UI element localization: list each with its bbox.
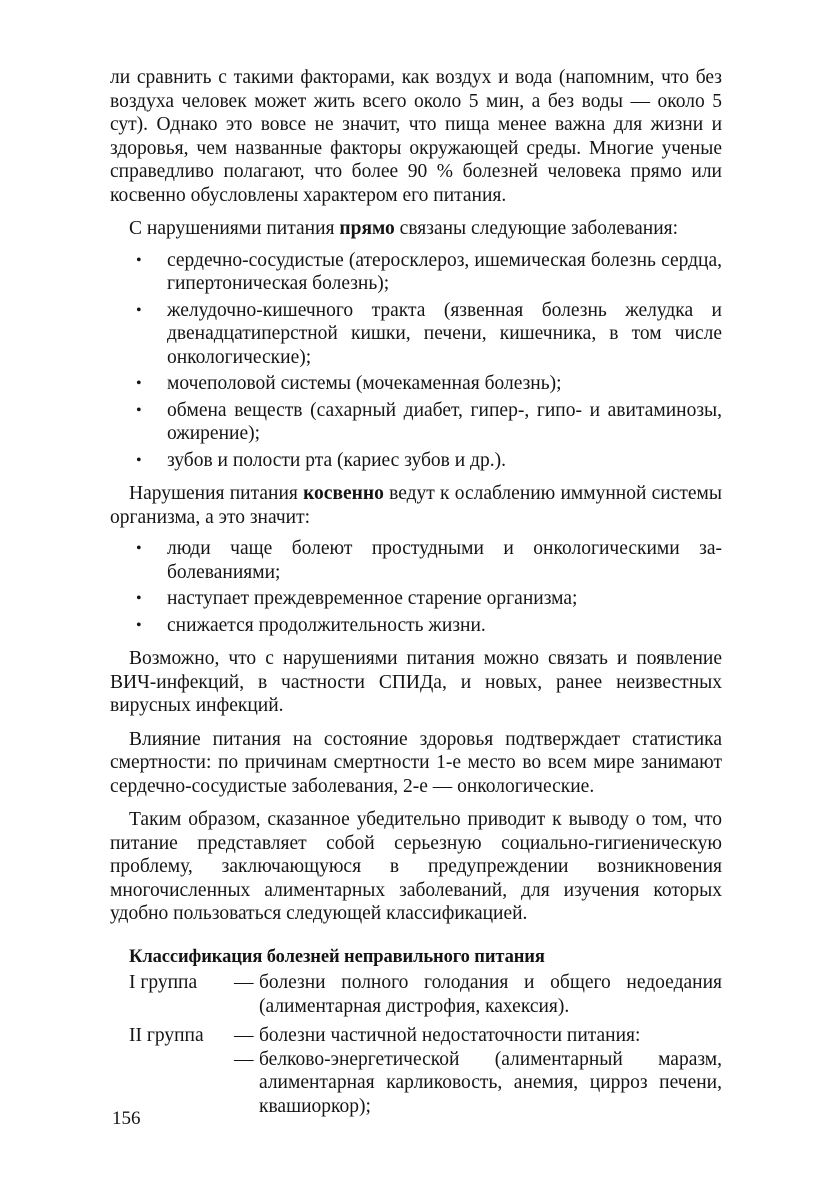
paragraph-intro: ли сравнить с такими факторами, как воздух и вода (напомним, что без воздуха человек может жить всего около 5 мин, а без воды — около 5 сут). Однако это вовсе не значит, что пища менее важна для жизни и здоровья, чем названные факторы окружающей среды. Многие ученые справедливо полагают, что более 90 % болезней человека прямо или косвенно обусловлены характером его питания. [110, 67, 722, 206]
list-item: • люди чаще болеют простудными и онкологическими заболеваниями; [136, 538, 722, 583]
list-item: • зубов и полости рта (кариес зубов и др.). [136, 449, 506, 471]
dash-icon: — [234, 1025, 254, 1046]
classification-group-2 [110, 1024, 722, 1118]
list-item: • обмена веществ (сахарный диабет, гипер-, гипо- и авитаминозы, ожирение); [136, 399, 722, 444]
indirect-effects-list [110, 537, 722, 637]
bullet-icon: • [136, 301, 142, 319]
group-item: — болезни частичной недостаточности питания: [234, 1025, 641, 1046]
group-label: I группа [129, 972, 198, 993]
paragraph-mortality: Влияние питания на состояние здоровья подтверждает статистика смертности: по причинам смертности 1-е место во всем мире занимают сердечно-сосудистые заболевания, 2-е — онкологические. [110, 728, 722, 797]
bullet-icon: • [136, 540, 142, 557]
paragraph-indirect: Нарушения питания косвенно ведут к ослаблению иммунной системы организма, а это значит: [110, 483, 722, 528]
bullet-icon: • [136, 401, 142, 419]
dash-icon: — [234, 1048, 254, 1070]
bullet-icon: • [136, 616, 142, 634]
paragraph-hiv: Возможно, что с нарушениями питания можно связать и появление ВИЧ-инфекций, в частности СПИДа, и новых, ранее неизвестных вирусных инфекций. [110, 648, 722, 716]
bullet-icon: • [136, 451, 142, 469]
page-text [110, 66, 722, 1118]
bullet-icon: • [136, 375, 142, 392]
bullet-icon: • [136, 251, 142, 269]
classification-group-1 [110, 971, 722, 1018]
list-item: • мочеполовой системы (мочекаменная болезнь); [136, 373, 562, 394]
list-item: • желудочно-кишечного тракта (язвенная болезнь желудка и двенадцатиперстной кишки, печени, кишечника, в том числе онкологические); [136, 299, 722, 368]
direct-diseases-list [110, 249, 722, 473]
list-item: • сердечно-сосудистые (атеросклероз, ишемическая болезнь сердца, гипертоническая болезнь); [136, 249, 722, 294]
group-item: — болезни полного голодания и общего недоедания (алиментарная дистрофия, кахексия). [234, 972, 722, 1017]
paragraph-conclusion: Таким образом, сказанное убедительно приводит к выводу о том, что питание представляет собой серьезную социально-гигиеническую проблему, заключающуюся в предупреждении возникновения многочисленных алиментарных заболеваний, для изучения которых удобно пользоваться следующей классификацией. [110, 809, 722, 924]
classification-table [110, 971, 722, 1118]
list-item: • снижается продолжительность жизни. [136, 614, 486, 636]
list-item: • наступает преждевременное старение организма; [136, 588, 578, 609]
dash-icon: — [234, 972, 254, 993]
group-item: — белково-энергетической (алиментарный маразм, алиментарная карликовость, анемия, цирроз печени, квашиоркор); [234, 1048, 722, 1117]
paragraph-direct: С нарушениями питания прямо связаны следующие заболевания: [129, 218, 679, 239]
bullet-icon: • [136, 590, 142, 607]
page-number: 156 [112, 1108, 141, 1129]
emphasis-direct: прямо [339, 218, 395, 239]
group-label: II группа [129, 1025, 204, 1046]
classification-title: Классификация болезней неправильного питания [129, 946, 545, 967]
emphasis-indirect: косвенно [303, 483, 384, 504]
